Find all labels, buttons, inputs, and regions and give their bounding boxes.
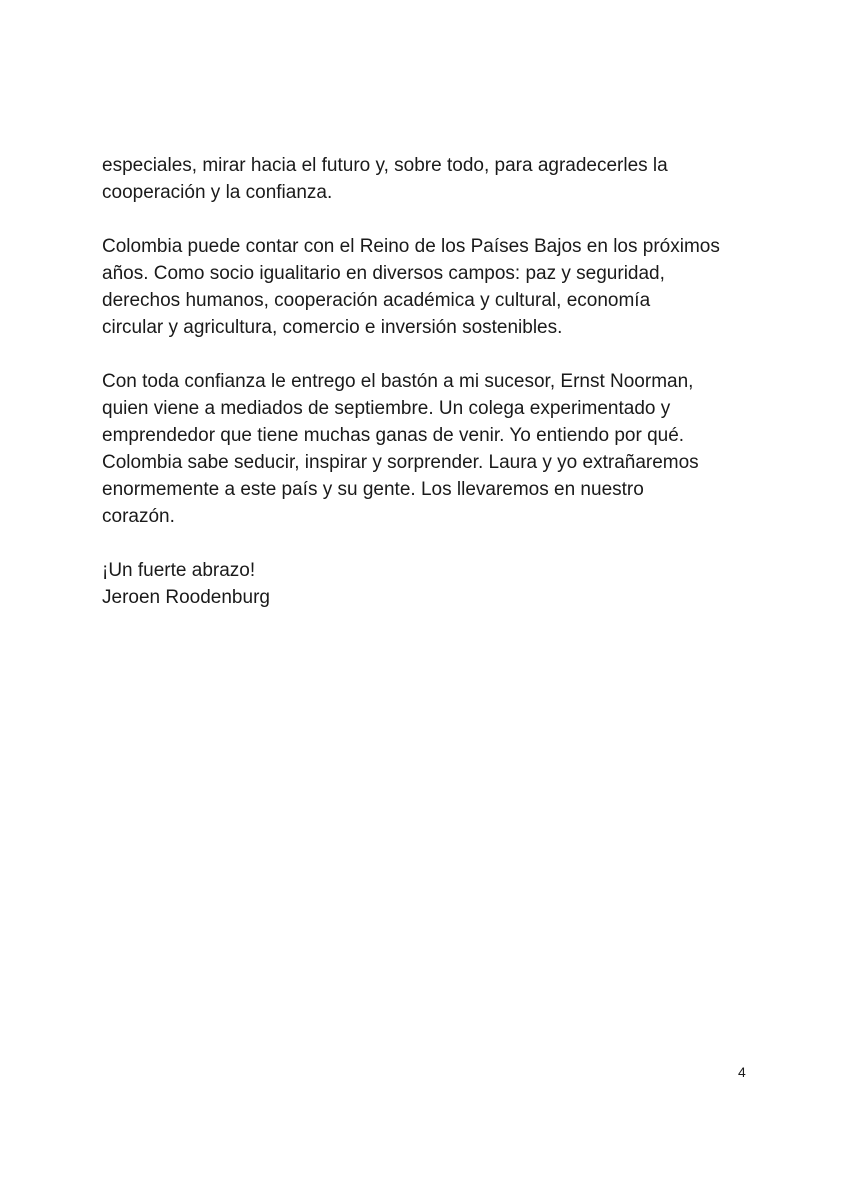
text-line: Colombia sabe seducir, inspirar y sorprender. Laura y yo extrañaremos — [102, 452, 699, 473]
text-line: quien viene a mediados de septiembre. Un colega experimentado y — [102, 398, 671, 419]
signer-name: Jeroen Roodenburg — [102, 587, 270, 608]
text-line: derechos humanos, cooperación académica y cultural, economía — [102, 290, 651, 311]
text-line: años. Como socio igualitario en diversos campos: paz y seguridad, — [102, 263, 665, 284]
text-line: circular y agricultura, comercio e inversión sostenibles. — [102, 317, 563, 338]
letter-body — [102, 152, 762, 638]
text-line: enormemente a este país y su gente. Los llevaremos en nuestro — [102, 479, 644, 500]
closing-salutation: ¡Un fuerte abrazo! — [102, 560, 256, 581]
text-line: Con toda confianza le entrego el bastón a mi sucesor, Ernst Noorman, — [102, 371, 694, 392]
page-number: 4 — [738, 1064, 746, 1080]
paragraph-successor — [102, 368, 762, 530]
text-line: corazón. — [102, 506, 175, 527]
text-line: Colombia puede contar con el Reino de los Países Bajos en los próximos — [102, 236, 720, 257]
paragraph-cooperation-areas — [102, 233, 762, 341]
text-line: cooperación y la confianza. — [102, 182, 333, 203]
paragraph-closing-thanks — [102, 152, 762, 206]
text-line: emprendedor que tiene muchas ganas de venir. Yo entiendo por qué. — [102, 425, 685, 446]
signature-block — [102, 557, 762, 611]
text-line: especiales, mirar hacia el futuro y, sobre todo, para agradecerles la — [102, 155, 668, 176]
